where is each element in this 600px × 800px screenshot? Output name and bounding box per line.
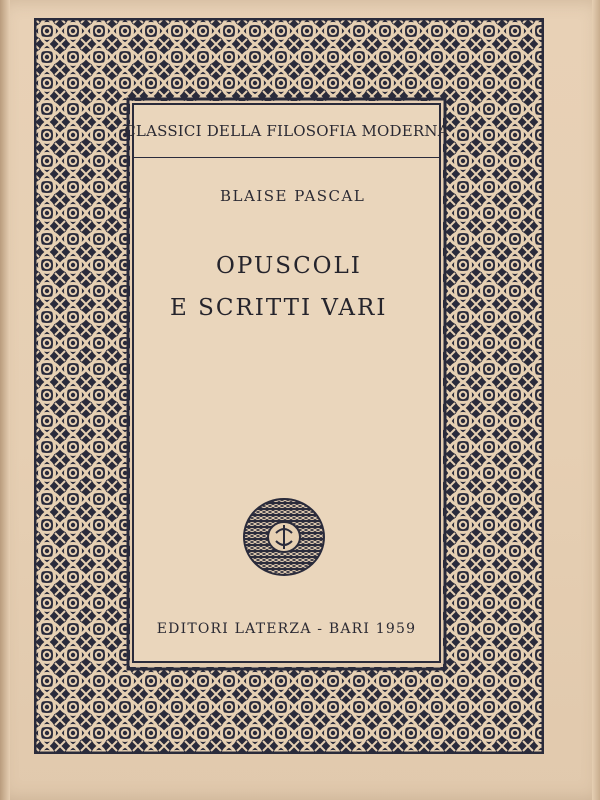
series-name: CLASSICI DELLA FILOSOFIA MODERNA bbox=[124, 122, 449, 140]
title-line-1: OPUSCOLI bbox=[216, 253, 362, 279]
book-title bbox=[170, 245, 400, 329]
title-line-2: E SCRITTI VARI bbox=[170, 295, 388, 321]
series-band bbox=[124, 105, 449, 158]
title-panel bbox=[124, 103, 449, 663]
cover-right-edge bbox=[592, 0, 600, 800]
author-name: BLAISE PASCAL bbox=[220, 187, 366, 205]
cover-left-edge bbox=[0, 0, 10, 800]
publisher-mark-emblem bbox=[243, 497, 325, 577]
publisher-imprint: EDITORI LATERZA - BARI 1959 bbox=[156, 621, 417, 637]
